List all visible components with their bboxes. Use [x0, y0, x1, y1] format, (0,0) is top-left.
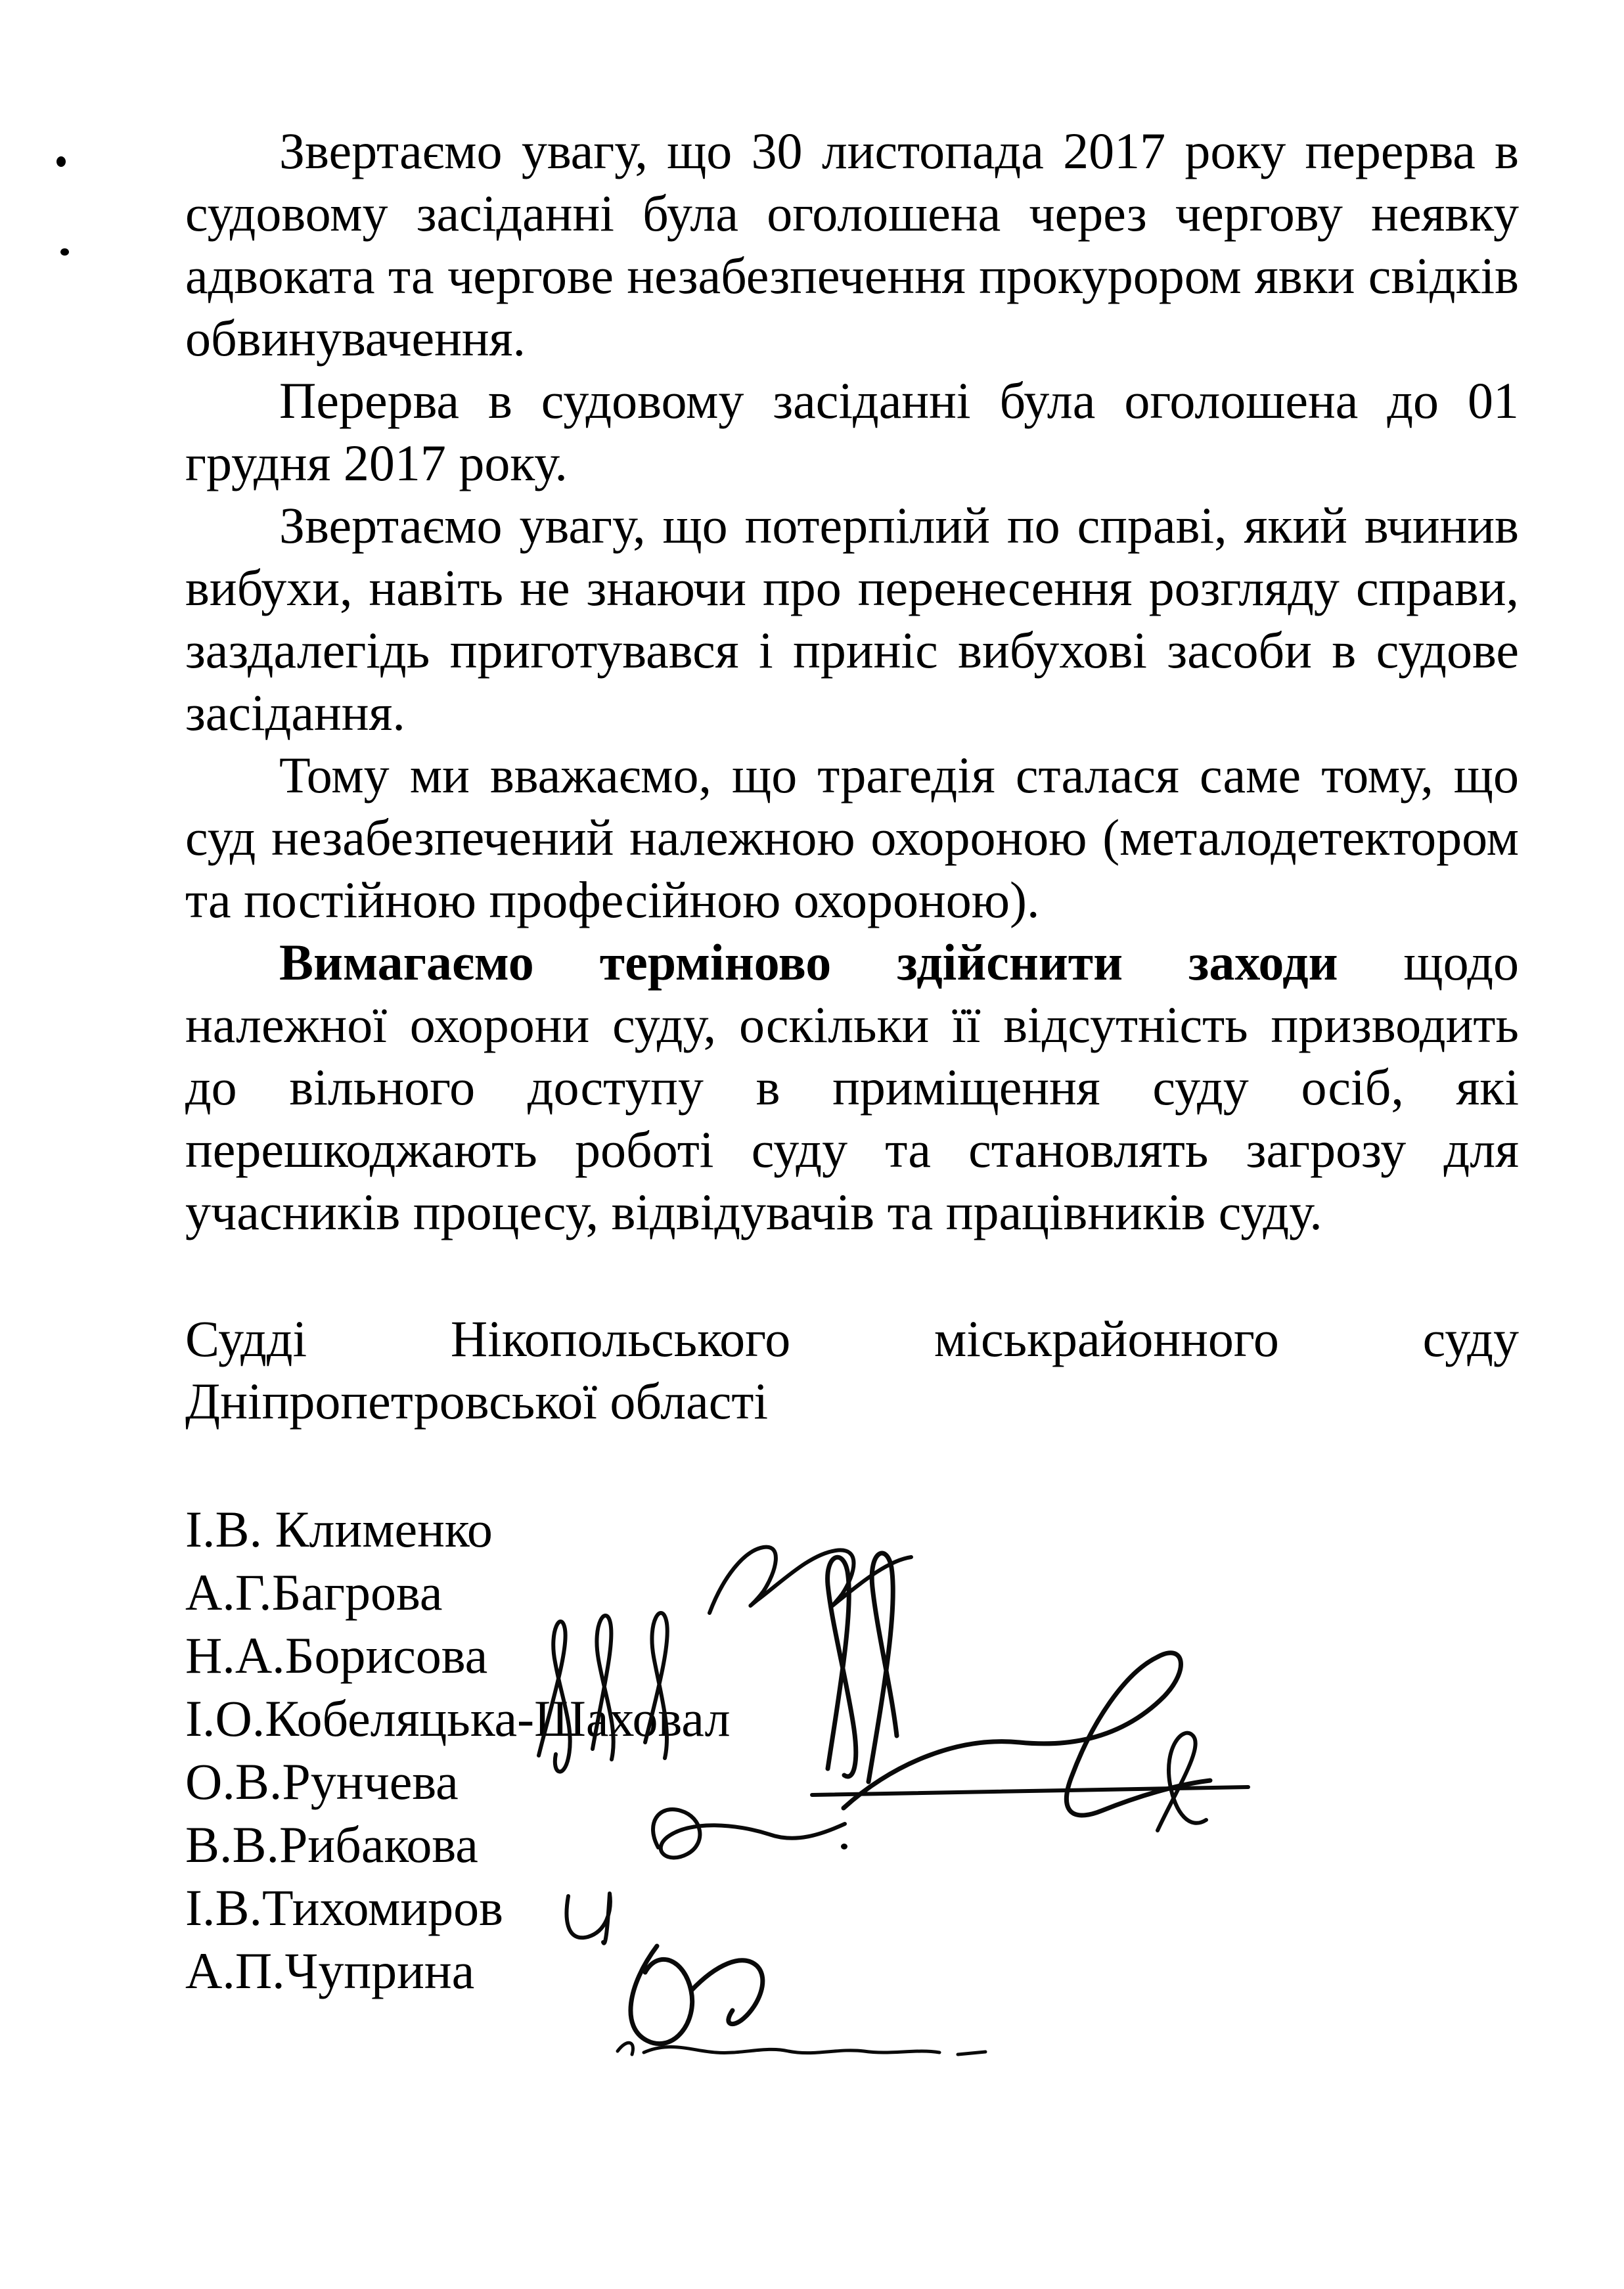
- signature-stroke: [618, 2043, 633, 2054]
- letter-body: [185, 120, 1519, 2003]
- scan-artifact: [60, 248, 69, 256]
- paragraph-text: Перерва в судовому засіданні була оголошена до 01 грудня 2017 року.: [185, 372, 1519, 491]
- signature-stroke: [958, 2052, 985, 2054]
- signatory-name: О.В.Рунчева: [185, 1753, 459, 1810]
- paragraph-text: Звертаємо увагу, що потерпілий по справі, який вчинив вибухи, навіть не знаючи про перенесення розгляду справи, заздалегідь приготувався і приніс вибухові засоби в судове засідання.: [185, 497, 1519, 741]
- paragraph-break-announced: [185, 120, 1519, 369]
- signatory-name: А.Г.Багрова: [185, 1564, 443, 1621]
- demand-bold-text: Вимагаємо терміново здійснити заходи: [279, 934, 1338, 991]
- signatories-org-line: Судді Нікопольського міськрайонного суду Дніпропетровської області: [185, 1310, 1519, 1430]
- signatory-name: В.В.Рибакова: [185, 1816, 478, 1873]
- signatory-name: І.О.Кобеляцька-Шаховал: [185, 1690, 731, 1747]
- signatories-list: [185, 1498, 1519, 2003]
- scan-artifact: [56, 156, 66, 167]
- paragraph-text: Звертаємо увагу, що 30 листопада 2017 року перерва в судовому засіданні була оголошена через чергову неявку адвоката та чергове незабезпечення прокурором явки свідків обвинувачення.: [185, 122, 1519, 367]
- signature-stroke: [644, 2047, 939, 2053]
- paragraph-break-until-date: [185, 369, 1519, 494]
- paragraph-tragedy-cause: [185, 744, 1519, 931]
- paragraph-text: щодо належної охорони суду, оскільки її відсутність призводить до вільного доступу в приміщення суду осіб, які перешкоджають роботі суду та становлять загрозу для учасників процесу, відвідувачів та працівників суду.: [185, 934, 1520, 1240]
- signatory-name: Н.А.Борисова: [185, 1627, 488, 1684]
- signatory-name: І.В.Тихомиров: [185, 1879, 503, 1936]
- signatory-name: І.В. Клименко: [185, 1501, 493, 1558]
- paragraph-text: Тому ми вважаємо, що трагедія сталася саме тому, що суд незабезпечений належною охороною (металодетектором та постійною професійною охороною).: [185, 746, 1519, 928]
- signatory-name: А.П.Чуприна: [185, 1942, 475, 1999]
- paragraph-victim-explosives: [185, 494, 1519, 744]
- paragraph-demand: [185, 931, 1519, 1243]
